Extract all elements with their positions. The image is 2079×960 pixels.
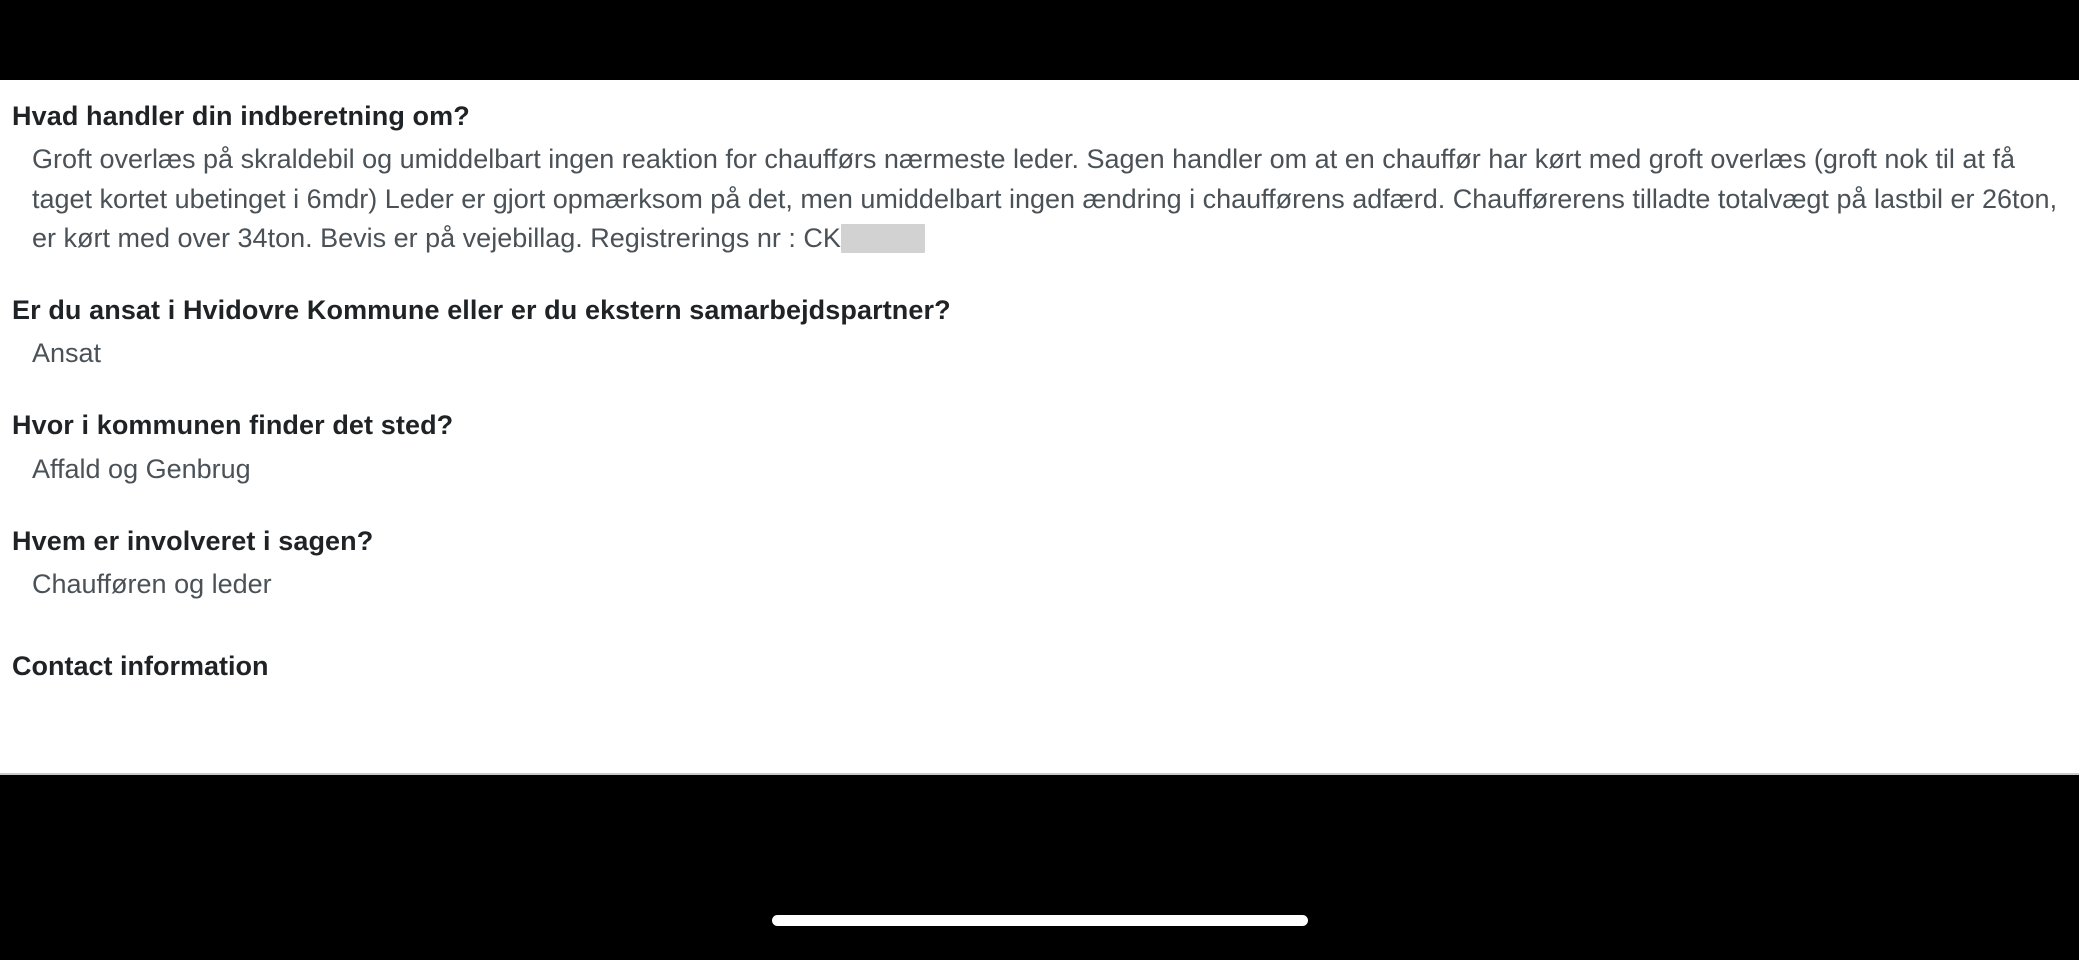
question-answer-employment: Ansat: [32, 338, 102, 369]
section-employment: [0, 292, 2079, 374]
section-involved: [0, 523, 2079, 605]
question-label-subject: Hvad handler din indberetning om?: [12, 101, 470, 131]
contact-information-heading: Contact information: [12, 650, 269, 681]
spacer: [0, 489, 2079, 523]
question-label-involved: Hvem er involveret i sagen?: [12, 526, 374, 557]
question-label-employment: Er du ansat i Hvidovre Kommune eller er du ekstern samarbejdspartner?: [12, 294, 951, 325]
question-label-location: Hvor i kommunen finder det sted?: [12, 410, 454, 441]
question-answer-location: Affald og Genbrug: [32, 453, 251, 484]
home-indicator[interactable]: [772, 915, 1308, 926]
redaction-block: [841, 224, 925, 253]
section-subject: [0, 98, 2079, 258]
spacer: [0, 258, 2079, 292]
panel-divider: [0, 773, 2079, 775]
report-document-panel: [0, 80, 2079, 775]
spacer: [0, 373, 2079, 407]
answer-text-subject: Groft overlæs på skraldebil og umiddelbart ingen reaktion for chaufførs nærmeste leder. Sagen handler om at en chauffør har kørt med groft overlæs (groft nok til at få taget kortet ubetinget i 6mdr) Leder er gjort opmærksom på det, men umiddelbart ingen ændring i chaufførens adfærd. Chaufførerens tilladte totalvægt på lastbil er 26ton, er kørt med over 34ton. Bevis er på vejebillag. Registrerings nr : CK: [32, 144, 2058, 253]
section-location: [0, 407, 2079, 489]
question-answer-subject: [32, 140, 2067, 257]
question-answer-involved: Chaufføren og leder: [32, 569, 272, 600]
